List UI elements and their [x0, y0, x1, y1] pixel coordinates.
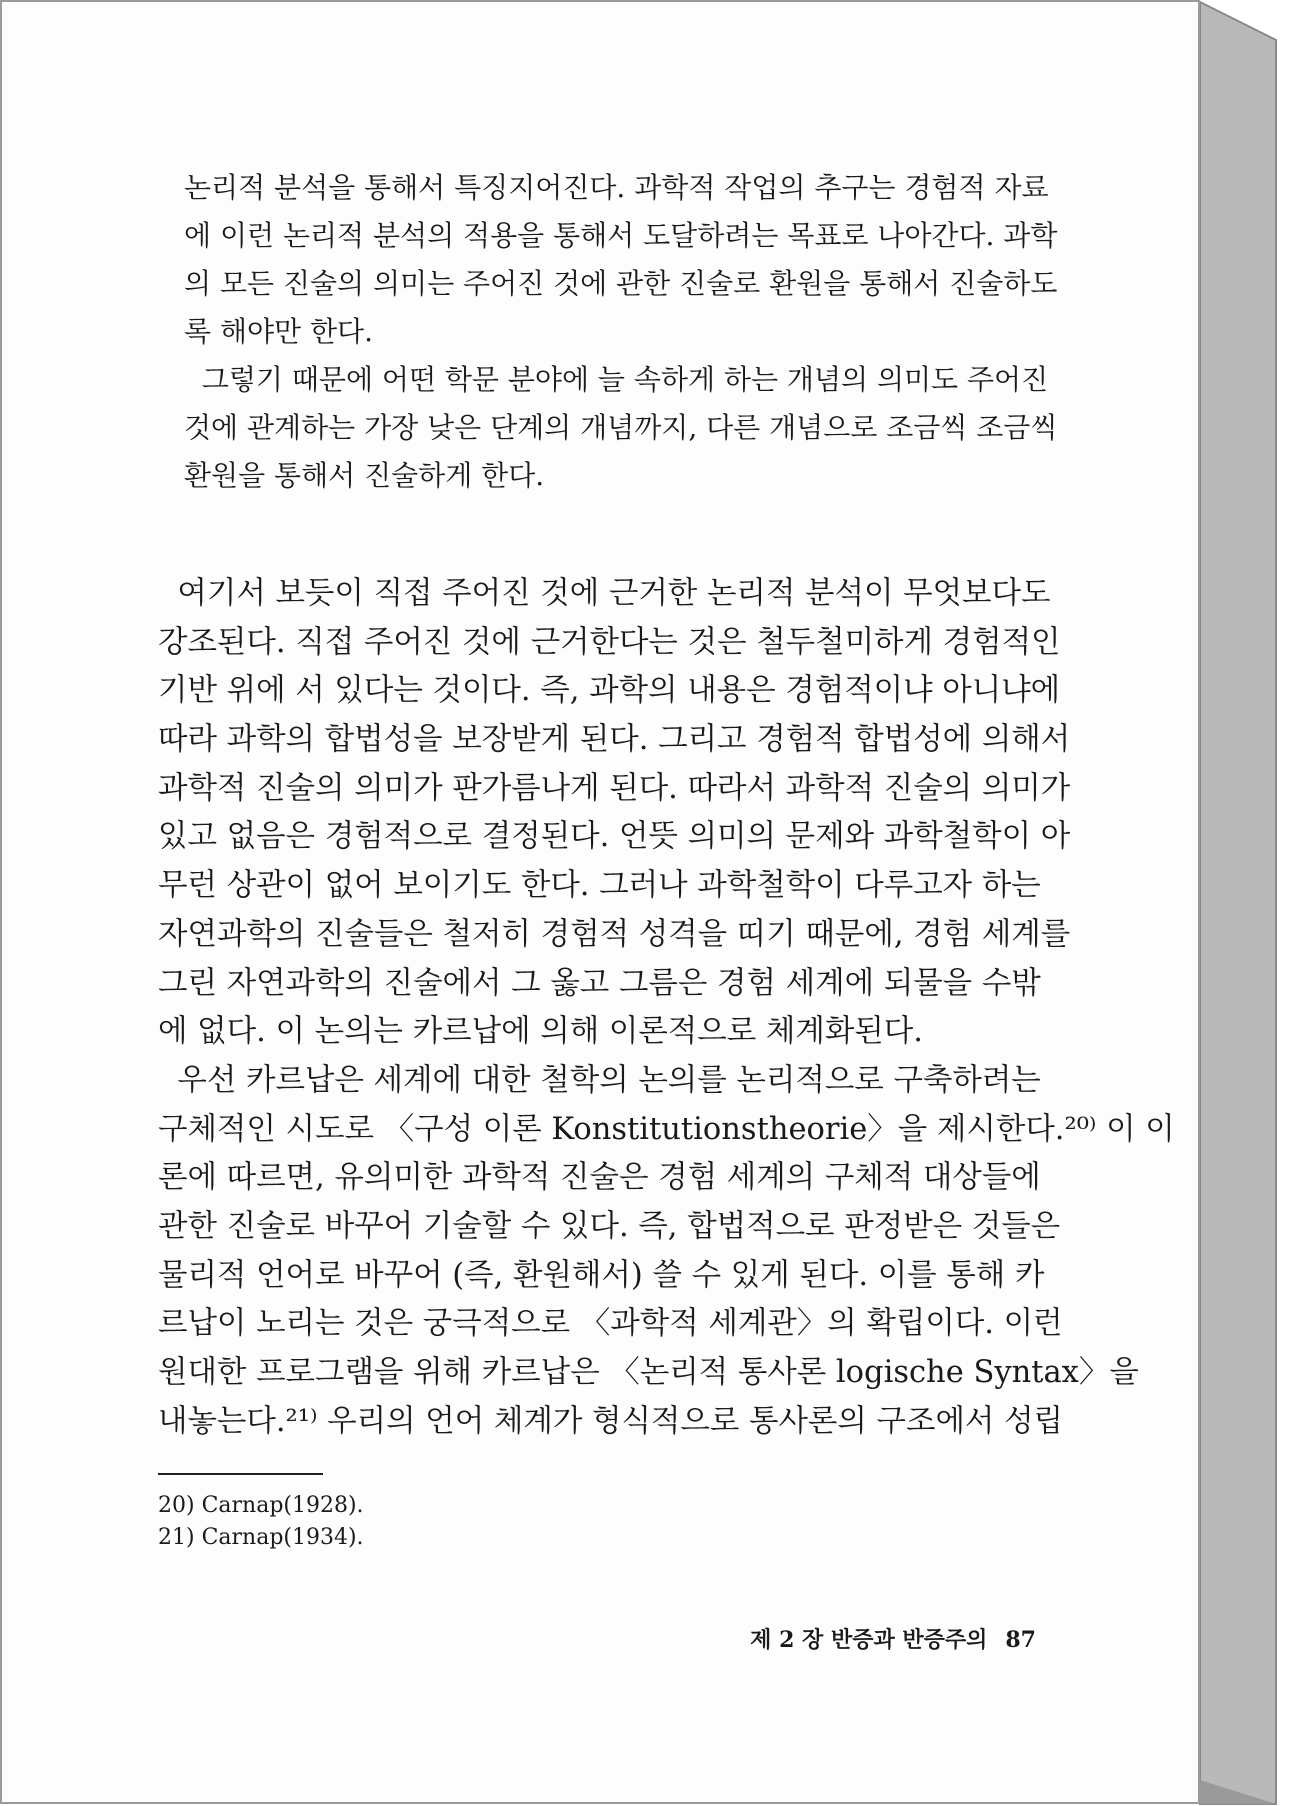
body-line: 르납이 노리는 것은 궁극적으로 〈과학적 세계관〉의 확립이다. 이런 — [158, 1306, 1063, 1342]
quote-line: 것에 관계하는 가장 낮은 단계의 개념까지, 다른 개념으로 조금씩 조금씩 — [184, 411, 1058, 444]
body-line: 관한 진술로 바꾸어 기술할 수 있다. 즉, 합법적으로 판정받은 것들은 — [158, 1208, 1061, 1244]
quote-line: 에 이런 논리적 분석의 적용을 통해서 도달하려는 목표로 나아간다. 과학 — [184, 219, 1058, 252]
body-line: 무런 상관이 없어 보이기도 한다. 그러나 과학철학이 다루고자 하는 — [158, 868, 1041, 904]
body-line: 구체적인 시도로 〈구성 이론 Konstitutionstheorie〉을 제시한다.²⁰⁾ 이 이 — [158, 1111, 1175, 1147]
body-line: 내놓는다.²¹⁾ 우리의 언어 체계가 형식적으로 통사론의 구조에서 성립 — [158, 1403, 1064, 1439]
quote-line: 그렇기 때문에 어떤 학문 분야에 늘 속하게 하는 개념의 의미도 주어진 — [184, 363, 1049, 396]
block-quote — [184, 164, 1058, 500]
body-line: 기반 위에 서 있다는 것이다. 즉, 과학의 내용은 경험적이냐 아니냐에 — [158, 673, 1061, 709]
quote-line: 환원을 통해서 진술하게 한다. — [184, 459, 545, 492]
quote-line: 의 모든 진술의 의미는 주어진 것에 관한 진술로 환원을 통해서 진술하도 — [184, 267, 1058, 300]
body-line: 따라 과학의 합법성을 보장받게 된다. 그리고 경험적 합법성에 의해서 — [158, 722, 1071, 758]
footnote-divider — [158, 1473, 323, 1475]
body-line: 있고 없음은 경험적으로 결정된다. 언뜻 의미의 문제와 과학철학이 아 — [158, 819, 1071, 855]
footnote-21: 21) Carnap(1934). — [158, 1525, 364, 1550]
body-line: 우선 카르납은 세계에 대한 철학의 논의를 논리적으로 구축하려는 — [158, 1062, 1041, 1098]
running-footer — [736, 1623, 1036, 1654]
footnote-20: 20) Carnap(1928). — [158, 1493, 364, 1518]
footnotes — [158, 1490, 364, 1554]
body-paragraphs — [158, 570, 1175, 1446]
body-line: 강조된다. 직접 주어진 것에 근거한다는 것은 철두철미하게 경험적인 — [158, 624, 1061, 660]
body-line: 그린 자연과학의 진술에서 그 옳고 그름은 경험 세계에 되물을 수밖 — [158, 965, 1041, 1001]
body-line: 물리적 언어로 바꾸어 (즉, 환원해서) 쓸 수 있게 된다. 이를 통해 카 — [158, 1257, 1045, 1293]
quote-line: 논리적 분석을 통해서 특징지어진다. 과학적 작업의 추구는 경험적 자료 — [184, 171, 1049, 204]
body-line: 원대한 프로그램을 위해 카르납은 〈논리적 통사론 logische Syntax〉을 — [158, 1355, 1139, 1390]
body-line: 과학적 진술의 의미가 판가름나게 된다. 따라서 과학적 진술의 의미가 — [158, 770, 1071, 806]
body-line: 론에 따르면, 유의미한 과학적 진술은 경험 세계의 구체적 대상들에 — [158, 1160, 1041, 1196]
body-line: 자연과학의 진술들은 철저히 경험적 성격을 띠기 때문에, 경험 세계를 — [158, 916, 1071, 952]
page-number: 87 — [1005, 1627, 1036, 1653]
body-line: 에 없다. 이 논의는 카르납에 의해 이론적으로 체계화된다. — [158, 1014, 923, 1050]
body-line: 여기서 보듯이 직접 주어진 것에 근거한 논리적 분석이 무엇보다도 — [158, 576, 1051, 611]
chapter-title: 제 2 장 반증과 반증주의 — [750, 1627, 988, 1653]
quote-line: 록 해야만 한다. — [184, 315, 373, 348]
